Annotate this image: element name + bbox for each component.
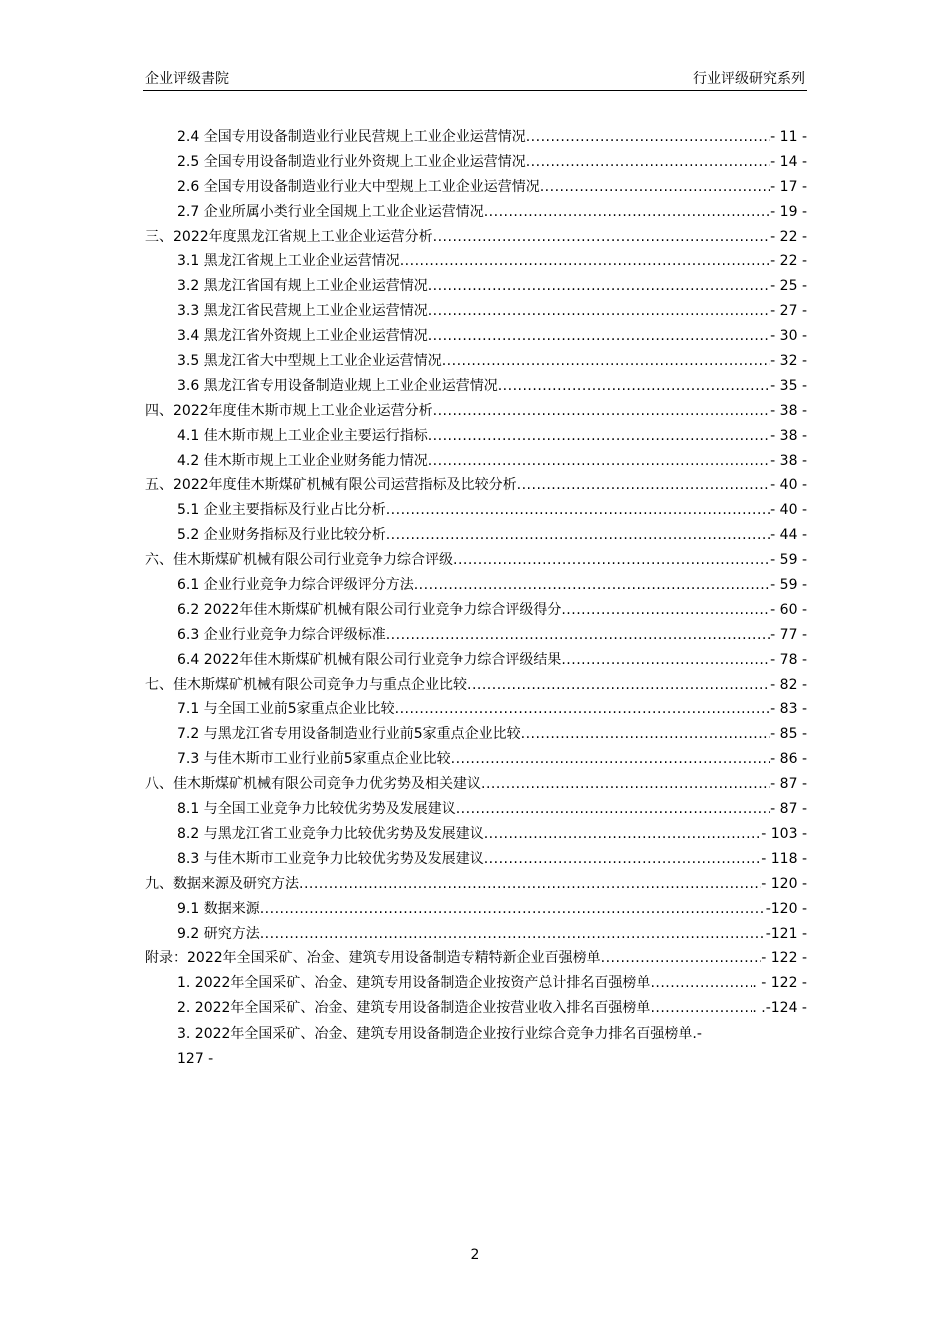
toc-entry-title: 9.2 研究方法 xyxy=(177,925,260,942)
toc-entry-page: - 25 - xyxy=(770,278,807,295)
toc-entry-title: 5.1 企业主要指标及行业占比分析 xyxy=(177,502,386,519)
toc-entry-title: 3.6 黑龙江省专用设备制造业规上工业企业运营情况 xyxy=(177,377,498,394)
toc-entry-title: 8.3 与佳木斯市工业竞争力比较优劣势及发展建议 xyxy=(177,850,484,867)
toc-entry-title: 九、数据来源及研究方法 xyxy=(145,875,299,892)
toc-entry-page: - 27 - xyxy=(770,303,807,320)
toc-entry-page: - 86 - xyxy=(770,751,807,768)
toc-entry[interactable] xyxy=(145,848,807,873)
toc-entry[interactable] xyxy=(145,599,807,624)
toc-entry[interactable] xyxy=(145,350,807,375)
toc-entry[interactable] xyxy=(145,748,807,773)
toc-entry-page: - 38 - xyxy=(770,427,807,444)
toc-entry-title: 4.1 佳木斯市规上工业企业主要运行指标 xyxy=(177,427,428,444)
toc-entry-title: 7.1 与全国工业前5家重点企业比较 xyxy=(177,701,395,718)
toc-entry-title: 2.6 全国专用设备制造业行业大中型规上工业企业运营情况 xyxy=(177,178,540,195)
toc-dot-leader xyxy=(481,776,770,792)
toc-entry-title: 8.1 与全国工业竞争力比较优劣势及发展建议 xyxy=(177,801,456,818)
toc-entry-title: 3.3 黑龙江省民营规上工业企业运营情况 xyxy=(177,303,428,320)
toc-entry-title: 6.4 2022年佳木斯煤矿机械有限公司行业竞争力综合评级结果 xyxy=(177,651,562,668)
toc-dot-leader xyxy=(442,353,770,369)
toc-entry[interactable] xyxy=(145,649,807,674)
header-divider xyxy=(143,90,807,91)
toc-dot-leader xyxy=(414,577,770,593)
toc-entry-title: 附录：2022年全国采矿、冶金、建筑专用设备制造专精特新企业百强榜单 xyxy=(145,950,601,967)
toc-dot-leader xyxy=(526,129,770,145)
toc-entry-page: -121 - xyxy=(765,925,807,942)
toc-entry[interactable] xyxy=(145,250,807,275)
toc-entry-title: 6.3 企业行业竞争力综合评级标准 xyxy=(177,626,386,643)
toc-entry-page: - 77 - xyxy=(770,626,807,643)
toc-entry-page: - 44 - xyxy=(770,527,807,544)
toc-entry-page: - 32 - xyxy=(770,353,807,370)
toc-dot-leader xyxy=(386,627,770,643)
toc-entry-page: - 87 - xyxy=(770,776,807,793)
toc-entry[interactable] xyxy=(145,723,807,748)
toc-entry-title: 7.3 与佳木斯市工业行业前5家重点企业比较 xyxy=(177,751,451,768)
toc-dot-leader xyxy=(386,527,770,543)
toc-entry-title: 五、2022年度佳木斯煤矿机械有限公司运营指标及比较分析 xyxy=(145,477,517,494)
toc-entry-page: - 40 - xyxy=(770,477,807,494)
toc-entry-page: - 35 - xyxy=(770,377,807,394)
toc-dot-leader xyxy=(386,502,770,518)
toc-dot-leader xyxy=(498,378,770,394)
toc-entry[interactable] xyxy=(145,773,807,798)
toc-entry-title: 3.2 黑龙江省国有规上工业企业运营情况 xyxy=(177,278,428,295)
toc-entry[interactable] xyxy=(145,201,807,226)
toc-entry-page: - 17 - xyxy=(770,178,807,195)
toc-wrapped-line-1: 3. 2022年全国采矿、冶金、建筑专用设备制造企业按行业综合竞争力排名百强榜单.- xyxy=(177,1026,702,1043)
toc-entry-page: - 11 - xyxy=(770,129,807,145)
toc-dot-leader xyxy=(433,229,771,245)
toc-entry[interactable] xyxy=(145,474,807,499)
toc-entry[interactable] xyxy=(145,300,807,325)
toc-dot-leader xyxy=(428,278,770,294)
toc-entry[interactable] xyxy=(145,151,807,176)
toc-entry-title: 7.2 与黑龙江省专用设备制造业行业前5家重点企业比较 xyxy=(177,726,521,743)
toc-dot-leader xyxy=(561,652,770,668)
toc-dot-leader xyxy=(451,751,771,767)
toc-entry[interactable] xyxy=(145,549,807,574)
toc-entry[interactable] xyxy=(145,972,807,997)
table-of-contents xyxy=(145,126,807,1072)
toc-dot-leader xyxy=(299,876,761,892)
toc-dot-leader xyxy=(428,303,770,319)
toc-entry-page: - 22 - xyxy=(770,228,807,245)
toc-entry[interactable] xyxy=(145,923,807,948)
toc-entry[interactable] xyxy=(145,325,807,350)
toc-entry-page: - 22 - xyxy=(770,253,807,270)
toc-entry-page: - 103 - xyxy=(761,825,807,842)
toc-dot-leader xyxy=(601,950,762,966)
toc-dot-leader xyxy=(456,801,770,817)
toc-dot-leader xyxy=(260,926,766,942)
toc-entry[interactable] xyxy=(145,375,807,400)
toc-entry-page: . .-124 - xyxy=(752,1000,807,1017)
toc-dot-leader xyxy=(561,602,770,618)
toc-entry-title: 3.4 黑龙江省外资规上工业企业运营情况 xyxy=(177,328,428,345)
toc-entry-page: - 87 - xyxy=(770,801,807,818)
toc-entry[interactable] xyxy=(145,898,807,923)
toc-entry-title: 2.7 企业所属小类行业全国规上工业企业运营情况 xyxy=(177,203,484,220)
toc-entry-title: 9.1 数据来源 xyxy=(177,900,260,917)
toc-entry[interactable] xyxy=(145,126,807,151)
toc-entry-title: 六、佳木斯煤矿机械有限公司行业竞争力综合评级 xyxy=(145,552,453,569)
toc-entry-title: 1. 2022年全国采矿、冶金、建筑专用设备制造企业按资产总计排名百强榜单 xyxy=(177,975,651,992)
toc-entry-page: - 78 - xyxy=(770,651,807,668)
toc-entry-page: - 122 - xyxy=(761,950,807,967)
toc-entry-title: 三、2022年度黑龙江省规上工业企业运营分析 xyxy=(145,228,433,245)
toc-entry-page: - 40 - xyxy=(770,502,807,519)
toc-entry-page: - 19 - xyxy=(770,203,807,220)
toc-dot-leader xyxy=(428,428,770,444)
toc-entry[interactable] xyxy=(145,176,807,201)
toc-dot-leader xyxy=(453,552,770,568)
toc-entry[interactable] xyxy=(145,674,807,699)
toc-entry[interactable] xyxy=(145,574,807,599)
toc-entry[interactable] xyxy=(145,524,807,549)
toc-entry-title: 2.4 全国专用设备制造业行业民营规上工业企业运营情况 xyxy=(177,129,526,145)
toc-entry-page: - 120 - xyxy=(761,875,807,892)
toc-entry[interactable] xyxy=(145,400,807,425)
toc-entry-page: - 59 - xyxy=(770,552,807,569)
toc-entry-title: 3.1 黑龙江省规上工业企业运营情况 xyxy=(177,253,400,270)
toc-entry-page: - 85 - xyxy=(770,726,807,743)
toc-entry[interactable] xyxy=(145,947,807,972)
toc-entry-page: . - 122 - xyxy=(752,975,807,992)
toc-entry-page: - 30 - xyxy=(770,328,807,345)
header-left-title: 企业评级書院 xyxy=(145,71,229,87)
toc-dot-leader xyxy=(650,1000,752,1016)
toc-entry-title: 七、佳木斯煤矿机械有限公司竞争力与重点企业比较 xyxy=(145,676,467,693)
toc-entry-page: - 38 - xyxy=(770,452,807,469)
toc-entry[interactable] xyxy=(145,873,807,898)
toc-dot-leader xyxy=(395,701,771,717)
page-number: 2 xyxy=(470,1247,480,1263)
toc-dot-leader xyxy=(521,726,771,742)
toc-entry-page: - 59 - xyxy=(770,577,807,594)
toc-dot-leader xyxy=(428,453,770,469)
toc-entry-title: 四、2022年度佳木斯市规上工业企业运营分析 xyxy=(145,402,433,419)
header-right-title: 行业评级研究系列 xyxy=(693,71,805,87)
toc-dot-leader xyxy=(517,477,771,493)
toc-dot-leader xyxy=(428,328,770,344)
toc-dot-leader xyxy=(484,851,762,867)
toc-entry[interactable] xyxy=(145,275,807,300)
toc-entry-title: 八、佳木斯煤矿机械有限公司竞争力优劣势及相关建议 xyxy=(145,776,481,793)
toc-entry-page: -120 - xyxy=(765,900,807,917)
toc-entry-title: 8.2 与黑龙江省工业竞争力比较优劣势及发展建议 xyxy=(177,825,484,842)
toc-entry-page: - 38 - xyxy=(770,402,807,419)
toc-entry-title: 5.2 企业财务指标及行业比较分析 xyxy=(177,527,386,544)
toc-entry[interactable] xyxy=(145,798,807,823)
toc-entry-page: - 60 - xyxy=(770,601,807,618)
toc-entry-page: - 83 - xyxy=(770,701,807,718)
toc-dot-leader xyxy=(650,975,752,991)
toc-entry[interactable] xyxy=(145,425,807,450)
toc-dot-leader xyxy=(484,826,762,842)
toc-dot-leader xyxy=(484,204,770,220)
toc-entry[interactable] xyxy=(145,499,807,524)
toc-entry-title: 2. 2022年全国采矿、冶金、建筑专用设备制造企业按营业收入排名百强榜单 xyxy=(177,1000,651,1017)
toc-entry[interactable] xyxy=(145,226,807,251)
toc-wrapped-entry[interactable] xyxy=(145,1022,807,1072)
toc-dot-leader xyxy=(526,154,770,170)
toc-entry-page: - 14 - xyxy=(770,153,807,170)
toc-entry-title: 2.5 全国专用设备制造业行业外资规上工业企业运营情况 xyxy=(177,153,526,170)
toc-entry-title: 3.5 黑龙江省大中型规上工业企业运营情况 xyxy=(177,353,442,370)
toc-entry[interactable] xyxy=(145,624,807,649)
toc-dot-leader xyxy=(260,901,766,917)
toc-dot-leader xyxy=(540,179,770,195)
toc-entry[interactable] xyxy=(145,450,807,475)
toc-wrapped-line-2: 127 - xyxy=(177,1050,214,1067)
toc-entry[interactable] xyxy=(145,997,807,1022)
toc-entry-page: - 82 - xyxy=(770,676,807,693)
toc-dot-leader xyxy=(400,253,770,269)
toc-entry-title: 6.1 企业行业竞争力综合评级评分方法 xyxy=(177,577,414,594)
toc-dot-leader xyxy=(433,403,771,419)
toc-entry[interactable] xyxy=(145,698,807,723)
toc-entry-page: - 118 - xyxy=(761,850,807,867)
toc-dot-leader xyxy=(467,677,770,693)
toc-entry[interactable] xyxy=(145,823,807,848)
toc-entry-title: 4.2 佳木斯市规上工业企业财务能力情况 xyxy=(177,452,428,469)
toc-entry-title: 6.2 2022年佳木斯煤矿机械有限公司行业竞争力综合评级得分 xyxy=(177,601,562,618)
